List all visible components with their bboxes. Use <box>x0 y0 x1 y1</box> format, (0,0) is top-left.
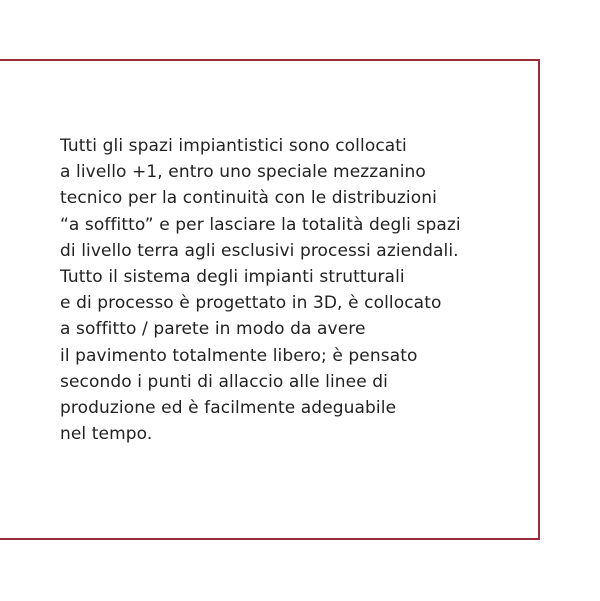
paragraph-line-12: nel tempo. <box>60 424 153 445</box>
paragraph-line-2: a livello +1, entro uno speciale mezzanino <box>60 162 426 183</box>
body-paragraph <box>60 133 530 447</box>
paragraph-line-1: Tutti gli spazi impiantistici sono collocati <box>60 136 407 156</box>
paragraph-line-11: produzione ed è facilmente adeguabile <box>60 398 397 419</box>
paragraph-line-3: tecnico per la continuità con le distribuzioni <box>60 188 437 209</box>
paragraph-line-9: il pavimento totalmente libero; è pensato <box>60 345 418 366</box>
paragraph-line-8: a soffitto / parete in modo da avere <box>60 319 366 340</box>
paragraph-line-10: secondo i punti di allaccio alle linee di <box>60 371 388 392</box>
paragraph-line-7: e di processo è progettato in 3D, è collocato <box>60 293 442 314</box>
paragraph-line-6: Tutto il sistema degli impianti strutturali <box>60 267 405 288</box>
paragraph-line-5: di livello terra agli esclusivi processi aziendali. <box>60 240 459 261</box>
paragraph-line-4: “a soffitto” e per lasciare la totalità degli spazi <box>60 214 461 235</box>
